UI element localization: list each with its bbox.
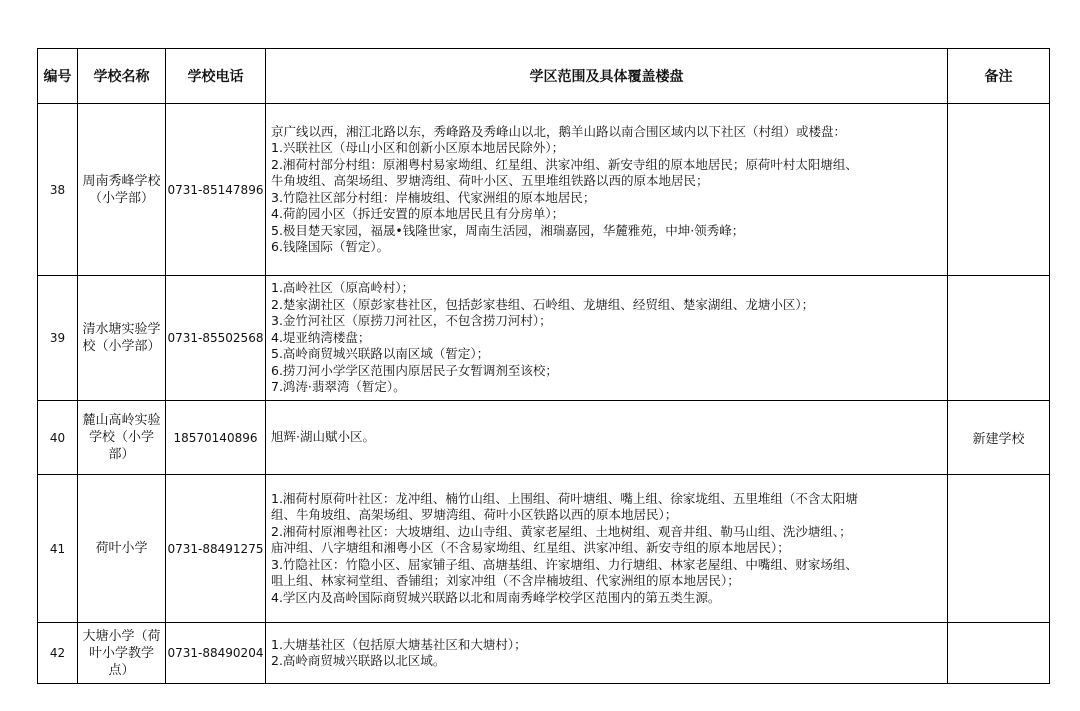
cell-note [948, 276, 1050, 401]
cell-school-name: 麓山高岭实验学校（小学部） [78, 401, 166, 475]
range-line: 3.金竹河社区（原捞刀河社区，不包含捞刀河村）； [271, 313, 552, 329]
cell-district-range [266, 475, 948, 623]
cell-note [948, 623, 1050, 684]
school-district-sheet [37, 48, 1049, 684]
range-line: 3.竹隐社区：竹隐小区、屈家铺子组、高塘基组、许家塘组、力行塘组、林家老屋组、中嘴组、财家场组、 [271, 556, 858, 572]
cell-district-range [266, 401, 948, 475]
range-line: 5.高岭商贸城兴联路以南区域（暂定）； [271, 346, 490, 362]
table-row [38, 104, 1050, 276]
range-line: 旭辉·湖山赋小区。 [271, 429, 375, 445]
cell-id: 38 [38, 104, 78, 276]
cell-phone: 0731-88490204 [166, 623, 266, 684]
school-district-table [37, 48, 1050, 684]
table-row [38, 276, 1050, 401]
cell-school-name: 清水塘实验学校（小学部） [78, 276, 166, 401]
cell-note [948, 475, 1050, 623]
header-school-name: 学校名称 [78, 49, 166, 104]
range-line: 1.兴联社区（母山小区和创新小区原本地居民除外）； [271, 140, 565, 155]
range-line: 3.竹隐社区部分村组：岸楠坡组、代家洲组的原本地居民； [271, 189, 596, 205]
cell-phone: 0731-88491275 [166, 475, 266, 623]
range-line: 4.堤亚纳湾楼盘； [271, 329, 371, 345]
cell-note [948, 104, 1050, 276]
range-line: 1.高岭社区（原高岭村）； [271, 280, 415, 296]
range-line: 2.湘荷村部分村组：原湘粤村易家坳组、红星组、洪家冲组、新安寺组的原本地居民；原荷叶村太阳塘组、 [271, 156, 858, 172]
cell-id: 40 [38, 401, 78, 475]
cell-id: 42 [38, 623, 78, 684]
range-line: 1.湘荷村原荷叶社区：龙冲组、楠竹山组、上围组、荷叶塘组、嘴上组、徐家垅组、五里堆组（不含太阳塘 [271, 490, 858, 506]
table-row [38, 623, 1050, 684]
range-line: 1.大塘基社区（包括原大塘基社区和大塘村）； [271, 636, 527, 652]
cell-district-range [266, 104, 948, 276]
table-row [38, 401, 1050, 475]
cell-school-name: 大塘小学（荷叶小学教学点） [78, 623, 166, 684]
range-line: 京广线以西，湘江北路以东，秀峰路及秀峰山以北，鹅羊山路以南合围区域内以下社区（村组）或楼盘： [271, 123, 847, 139]
header-note: 备注 [948, 49, 1050, 104]
range-line: 6.钱隆国际（暂定）。 [271, 239, 390, 254]
cell-school-name: 周南秀峰学校（小学部） [78, 104, 166, 276]
table-row [38, 475, 1050, 623]
cell-note: 新建学校 [948, 401, 1050, 475]
header-school-phone: 学校电话 [166, 49, 266, 104]
range-line: 4.学区内及高岭国际商贸城兴联路以北和周南秀峰学校学区范围内的第五类生源。 [271, 589, 721, 605]
range-line: 庙冲组、八字塘组和湘粤小区（不含易家坳组、红星组、洪家冲组、新安寺组的原本地居民）； [271, 540, 790, 556]
range-line: 咀上组、林家祠堂组、香铺组；刘家冲组（不含岸楠坡组、代家洲组的原本地居民）； [271, 573, 740, 589]
cell-phone: 0731-85147896 [166, 104, 266, 276]
cell-district-range [266, 623, 948, 684]
header-row [38, 49, 1050, 104]
cell-id: 39 [38, 276, 78, 401]
range-line: 2.湘荷村原湘粤社区：大坡塘组、边山寺组、黄家老屋组、土地树组、观音井组、勒马山组、洗沙塘组、； [271, 523, 852, 539]
cell-id: 41 [38, 475, 78, 623]
cell-district-range [266, 276, 948, 401]
range-line: 组、牛角坡组、高架场组、罗塘湾组、荷叶小区铁路以西的原本地居民）； [271, 507, 678, 523]
range-line: 2.高岭商贸城兴联路以北区域。 [271, 653, 446, 668]
range-line: 5.极目楚天家园，福晟•钱隆世家，周南生活园，湘瑞嘉园，华麓雅苑，中坤·领秀峰； [271, 222, 745, 238]
range-line: 7.鸿涛·翡翠湾（暂定）。 [271, 379, 406, 395]
cell-phone: 18570140896 [166, 401, 266, 475]
range-line: 2.楚家湖社区（原彭家巷社区，包括彭家巷组、石岭组、龙塘组、经贸组、楚家湖组、龙塘小区）； [271, 296, 815, 312]
cell-phone: 0731-85502568 [166, 276, 266, 401]
range-line: 4.荷韵园小区（拆迁安置的原本地居民且有分房单）； [271, 206, 565, 221]
cell-school-name: 荷叶小学 [78, 475, 166, 623]
header-id: 编号 [38, 49, 78, 104]
range-line: 牛角坡组、高架场组、罗塘湾组、荷叶小区、五里堆组铁路以西的原本地居民； [271, 173, 709, 188]
range-line: 6.捞刀河小学学区范围内原居民子女暂调剂至该校； [271, 362, 558, 378]
header-district-range: 学区范围及具体覆盖楼盘 [266, 49, 948, 104]
